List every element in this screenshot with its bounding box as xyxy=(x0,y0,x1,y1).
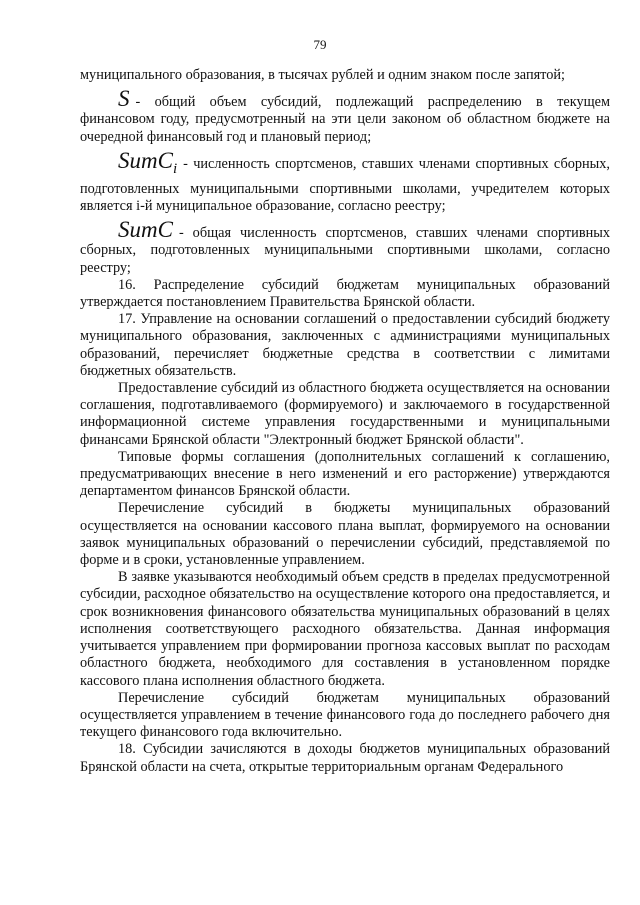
symbol-subscript: i xyxy=(172,160,178,177)
paragraph-17: 17. Управление на основании соглашений о предоставлении субсидий бюджету муниципального образования, заключенных с администрациями муниципальных образований, перечисляет бюджетные средства в соответствии с лимитами бюджетных обязательств. xyxy=(80,311,610,379)
continuation-line: муниципального образования, в тысячах рублей и одним знаком после запятой; xyxy=(80,67,566,83)
definition-s-text: - общий объем субсидий, подлежащий распределению в текущем финансовом году, предусмотренный на эти цели законом об областном бюджете на очередной финансовый год и плановый период; xyxy=(80,94,610,145)
definition-sumci xyxy=(80,149,610,215)
definition-s xyxy=(80,87,610,146)
paragraph-18: 18. Субсидии зачисляются в доходы бюджетов муниципальных образований Брянской области на счета, открытые территориальным органам Федерального xyxy=(80,741,610,775)
paragraph-application: В заявке указываются необходимый объем средств в пределах предусмотренной субсидии, расходное обязательство на осуществление которого она предоставляется, и срок возникновения финансового обязательства муниципальных образований в целях исполнения соответствующего расходного обязательства. Данная информация учитывается управлением при формировании прогноза кассовых выплат по расходам областного бюджета, необходимого для составления в установленном порядке кассового плана исполнения областного бюджета. xyxy=(80,569,610,689)
definition-sumc xyxy=(80,218,610,277)
symbol-sumci: SumC$_i$ xyxy=(118,147,178,177)
symbol-sumc: SumC xyxy=(118,217,173,243)
paragraph-agreement-forms: Типовые формы соглашения (дополнительных соглашений к соглашению, предусматривающих внесение в него изменений и его расторжение) утверждаются департаментом финансов Брянской области. xyxy=(80,448,610,500)
paragraph-transfer-deadline: Перечисление субсидий бюджетам муниципальных образований осуществляется управлением в течение финансового года до последнего рабочего дня текущего финансового года включительно. xyxy=(80,689,610,741)
page-number: 79 xyxy=(313,37,327,52)
document-body xyxy=(80,67,610,776)
paragraph-16: 16. Распределение субсидий бюджетам муниципальных образований утверждается постановлением Правительства Брянской области. xyxy=(80,276,610,311)
paragraph-electronic-budget: Предоставление субсидий из областного бюджета осуществляется на основании соглашения, подготавливаемого (формируемого) и заключаемого в государственной информационной системе управления государственными и муниципальными финансами Брянской области "Электронный бюджет Брянской области". xyxy=(80,380,610,448)
definition-sumci-text: - численность спортсменов, ставших членами спортивных сборных, подготовленных муниципальными спортивными школами, учредителем которых является i-й муниципальное образование, согласно реестру; xyxy=(80,155,610,215)
paragraph-transfer-cash-plan: Перечисление субсидий в бюджеты муниципальных образований осуществляется на основании кассового плана выплат, формируемого на основании заявок муниципальных образований о перечислении субсидий, представляемой по форме и в сроки, установленные управлением. xyxy=(80,500,610,569)
definition-sumc-text: - общая численность спортсменов, ставших членами спортивных сборных, подготовленных муниципальными спортивными школами, согласно реестру; xyxy=(80,225,610,276)
symbol-s: S xyxy=(118,86,130,112)
